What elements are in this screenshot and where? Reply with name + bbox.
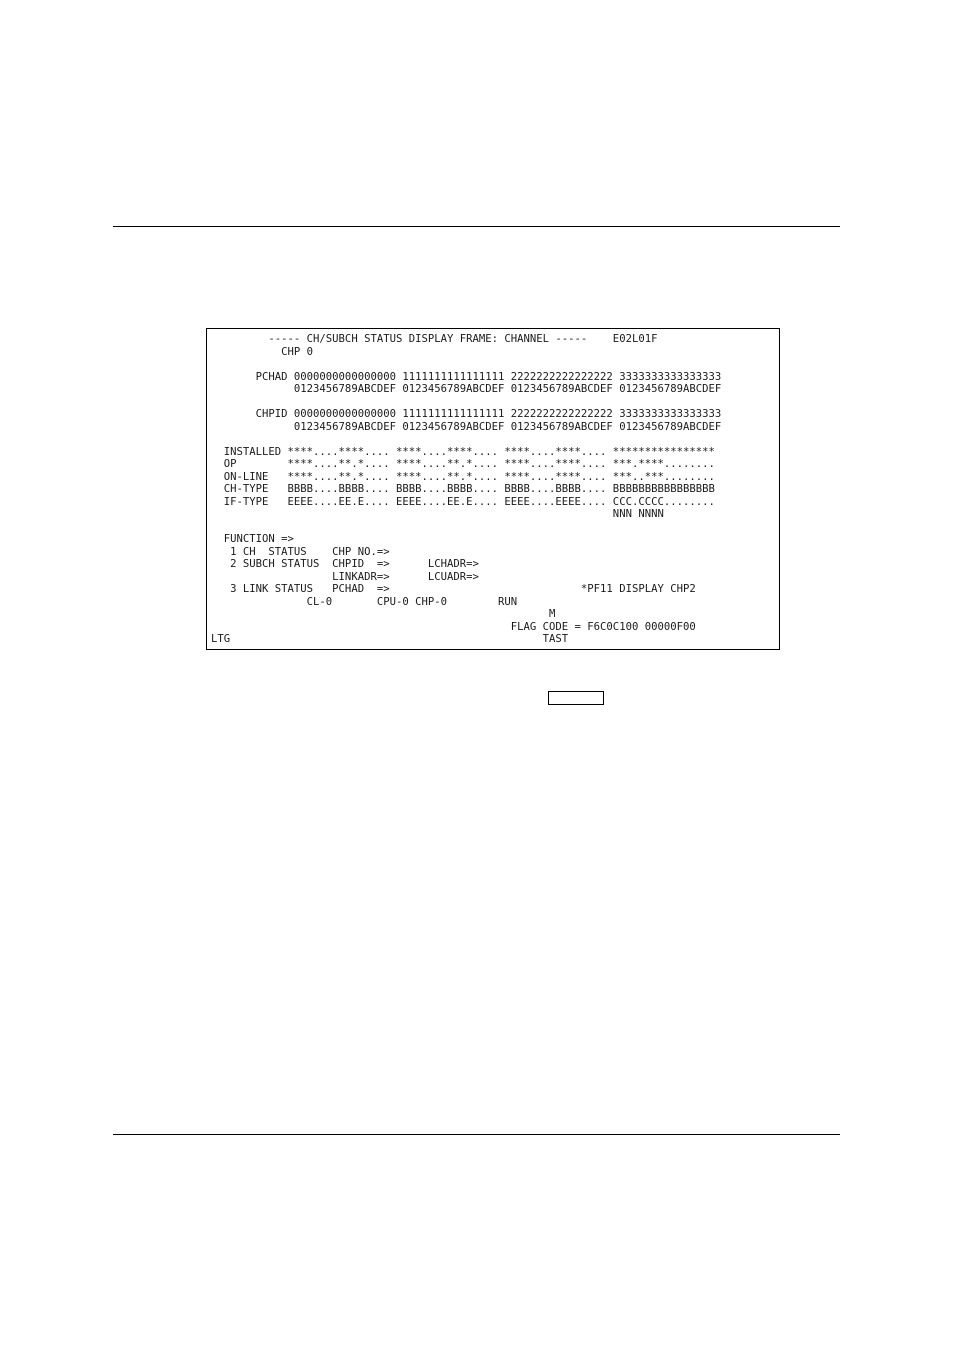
installed-line: INSTALLED ****....****.... ****....****.... ****....****.... **************** xyxy=(211,445,715,458)
pchad-low-line: 0123456789ABCDEF 0123456789ABCDEF 0123456789ABCDEF 0123456789ABCDEF xyxy=(211,383,722,395)
blank-line xyxy=(211,433,721,446)
terminal-screen xyxy=(206,328,780,650)
blank-line xyxy=(211,358,721,371)
blank-line xyxy=(211,396,721,409)
menu-subch-status-line[interactable]: 2 SUBCH STATUS CHPID => LCHADR=> xyxy=(211,558,479,570)
chpid-high-line: CHPID 0000000000000000 1111111111111111 2222222222222222 3333333333333333 xyxy=(211,408,722,420)
ch-type-line: CH-TYPE BBBB....BBBB.... BBBB....BBBB.... BBBB....BBBB.... BBBBBBBBBBBBBBBB xyxy=(211,483,715,495)
menu-ch-status-line[interactable]: 1 CH STATUS CHP NO.=> xyxy=(211,545,390,558)
flag-code-line: FLAG CODE = F6C0C100 00000F00 xyxy=(211,620,696,633)
status-line: CL-0 CPU-0 CHP-0 RUN xyxy=(211,595,518,608)
footer-rule xyxy=(113,1134,840,1135)
chp-line: CHP 0 xyxy=(211,345,314,358)
key-symbol xyxy=(548,691,604,705)
screen-title-line: ----- CH/SUBCH STATUS DISPLAY FRAME: CHANNEL ----- E02L01F xyxy=(211,333,658,345)
menu-link-status-line[interactable]: 3 LINK STATUS PCHAD => *PF11 DISPLAY CHP2 xyxy=(211,583,696,595)
function-prompt-line[interactable]: FUNCTION => xyxy=(211,533,294,545)
if-type-line: IF-TYPE EEEE....EE.E.... EEEE....EE.E.... EEEE....EEEE.... CCC.CCCC........ xyxy=(211,495,715,508)
online-line: ON-LINE ****....**.*.... ****....**.*.... ****....****.... ***..***........ xyxy=(211,470,715,483)
bottom-status-line: LTG TAST xyxy=(211,633,569,645)
pchad-high-line: PCHAD 0000000000000000 1111111111111111 2222222222222222 3333333333333333 xyxy=(211,370,722,383)
chpid-low-line: 0123456789ABCDEF 0123456789ABCDEF 0123456789ABCDEF 0123456789ABCDEF xyxy=(211,420,722,433)
op-line: OP ****....**.*.... ****....**.*.... ****....****.... ***.****........ xyxy=(211,458,715,470)
header-rule xyxy=(113,226,840,227)
blank-line xyxy=(211,521,721,534)
menu-linkadr-line[interactable]: LINKADR=> LCUADR=> xyxy=(211,570,479,583)
screen-lines xyxy=(211,333,721,646)
if-type-continuation-line: NNN NNNN xyxy=(211,508,664,520)
mode-indicator-line: M xyxy=(211,608,556,620)
